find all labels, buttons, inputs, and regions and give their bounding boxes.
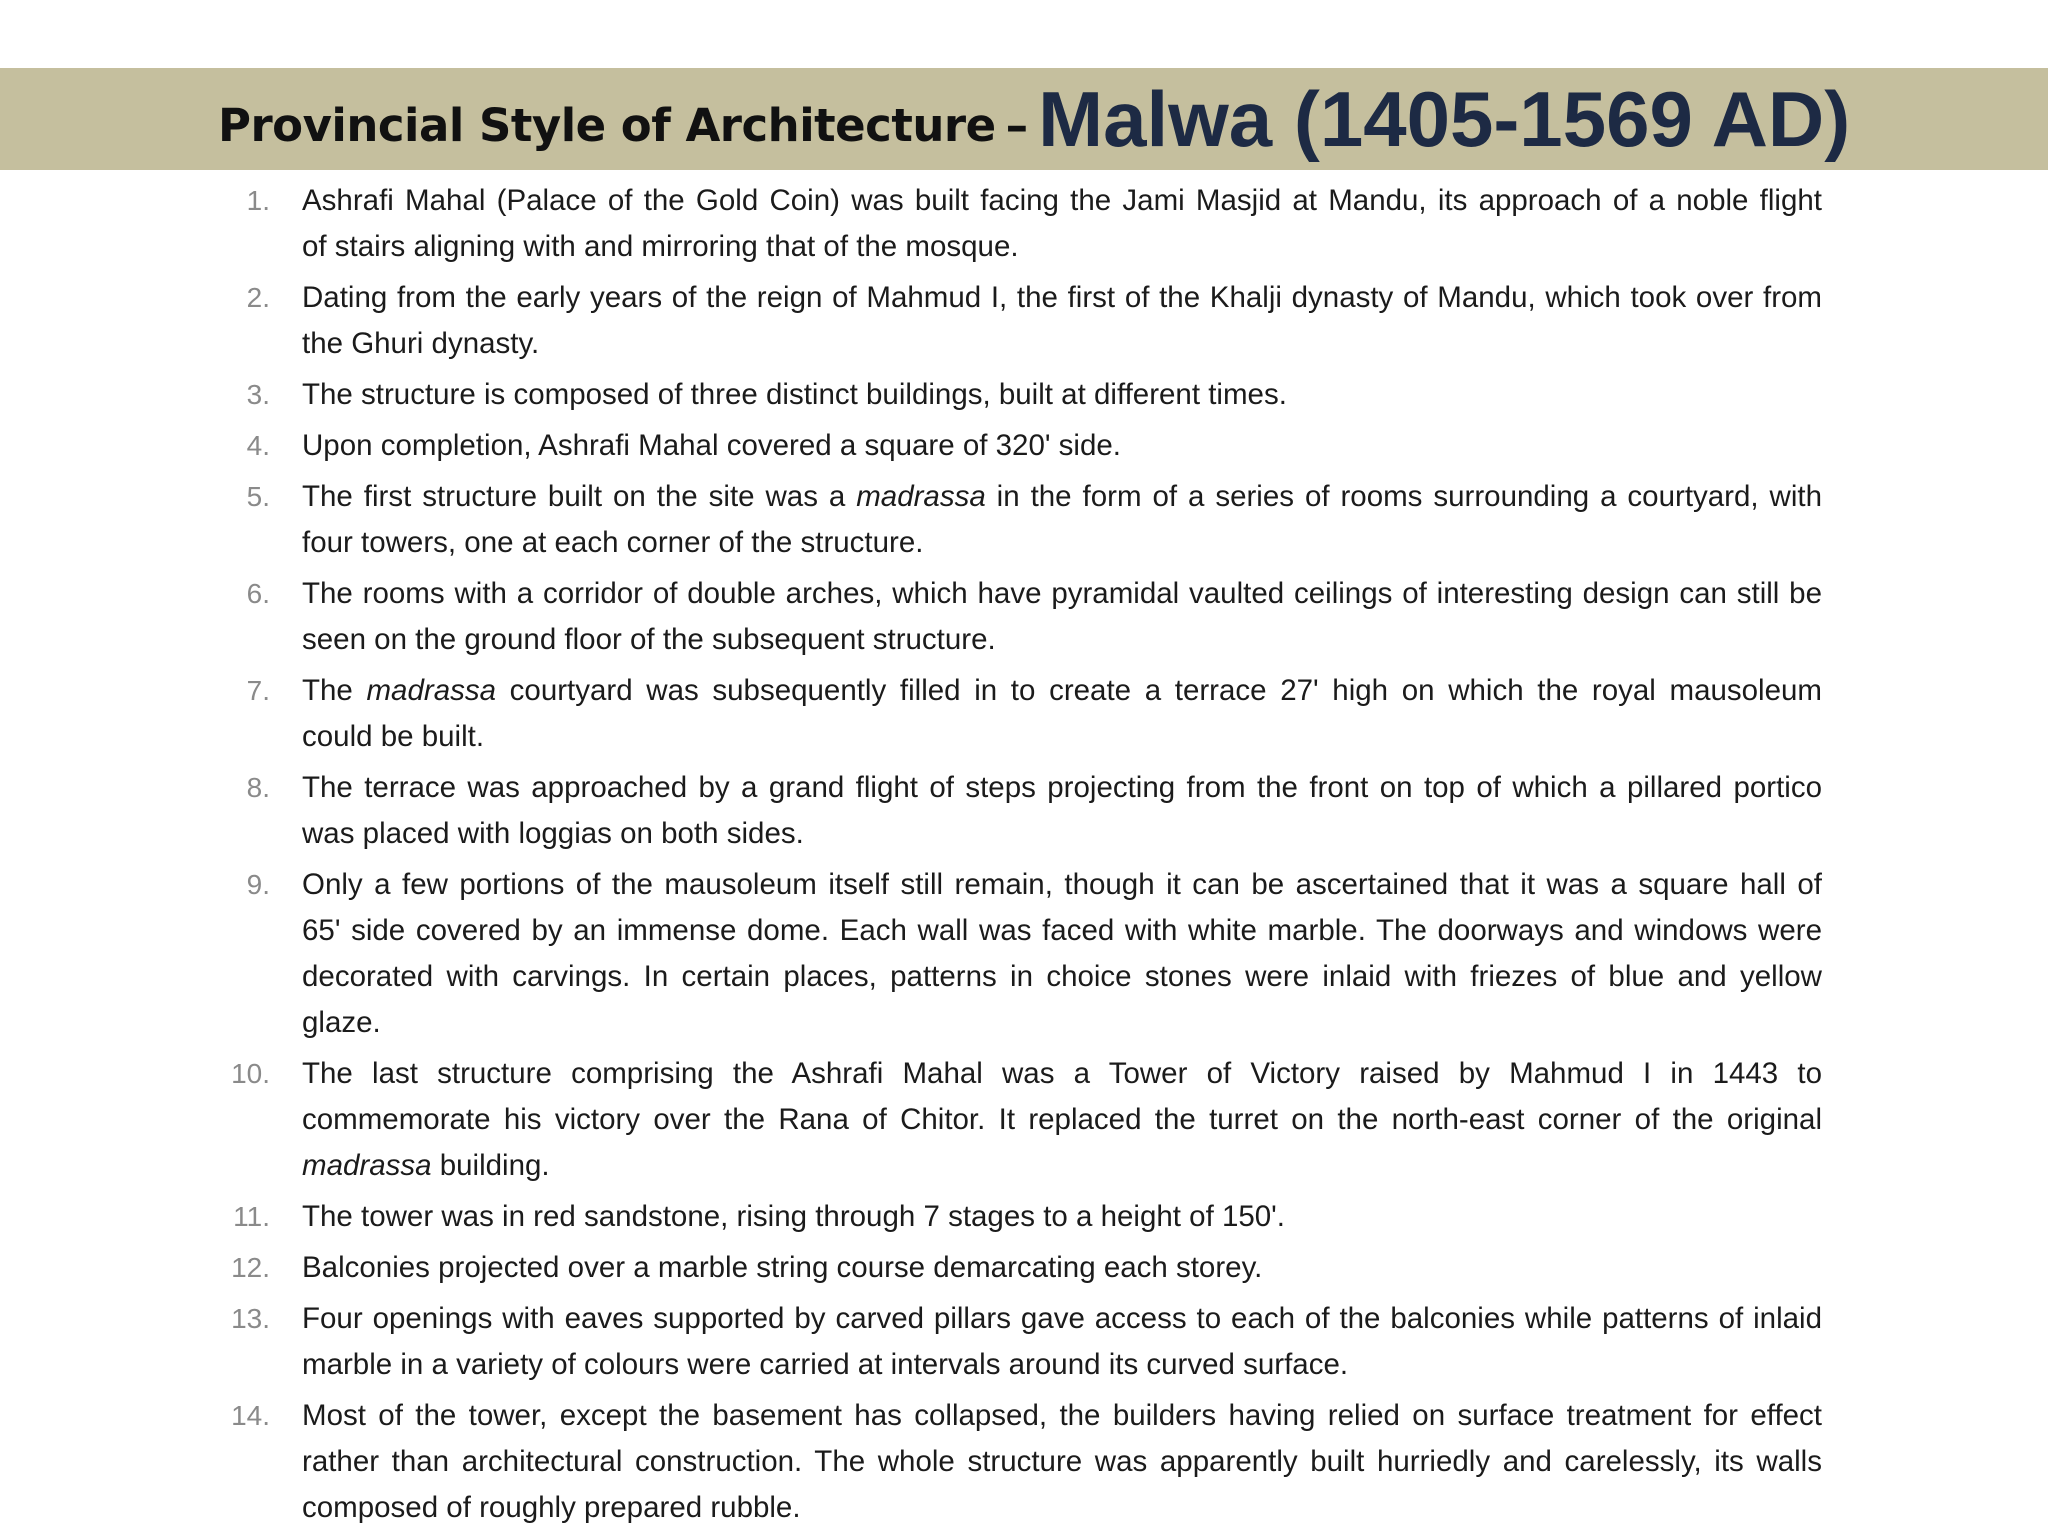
list-item-line: could be built. bbox=[302, 720, 485, 753]
italic-term: madrassa bbox=[856, 480, 986, 513]
list-item bbox=[0, 178, 2048, 275]
list-item-number: 1. bbox=[246, 185, 270, 216]
list-item bbox=[0, 765, 2048, 862]
list-item bbox=[0, 275, 2048, 372]
list-item-number: 4. bbox=[246, 430, 270, 461]
list-item-text bbox=[302, 765, 1822, 857]
list-item-line: decorated with carvings. In certain places, patterns in choice stones were inlaid with friezes of blue and yellow bbox=[302, 960, 1822, 993]
list-item-line: commemorate his victory over the Rana of Chitor. It replaced the turret on the north-east corner of the original bbox=[302, 1103, 1822, 1136]
list-item-text bbox=[302, 275, 1822, 367]
list-item bbox=[0, 1051, 2048, 1194]
list-item-line: Four openings with eaves supported by carved pillars gave access to each of the balconies while patterns of inlaid bbox=[302, 1302, 1822, 1335]
list-item-line: The rooms with a corridor of double arches, which have pyramidal vaulted ceilings of interesting design can still be bbox=[302, 577, 1822, 610]
title-main: Provincial Style of Architecture bbox=[218, 98, 996, 152]
list-item-line: Balconies projected over a marble string course demarcating each storey. bbox=[302, 1251, 1263, 1284]
list-item-number: 11. bbox=[233, 1201, 270, 1232]
list-item-line: of stairs aligning with and mirroring that of the mosque. bbox=[302, 230, 1019, 263]
list-item-number: 10. bbox=[231, 1058, 270, 1089]
list-item-line: Most of the tower, except the basement has collapsed, the builders having relied on surface treatment for effect bbox=[302, 1399, 1822, 1432]
item-gap bbox=[0, 1531, 2048, 1536]
list-item-line: Ashrafi Mahal (Palace of the Gold Coin) was built facing the Jami Masjid at Mandu, its approach of a noble flight bbox=[302, 184, 1822, 217]
list-item-line: four towers, one at each corner of the structure. bbox=[302, 526, 924, 559]
list-item-number: 5. bbox=[246, 481, 270, 512]
list-item bbox=[0, 423, 2048, 474]
list-item bbox=[0, 571, 2048, 668]
list-item-number: 9. bbox=[246, 869, 270, 900]
list-item-text bbox=[302, 862, 1822, 1046]
list-item bbox=[0, 668, 2048, 765]
list-item-line: Dating from the early years of the reign of Mahmud I, the first of the Khalji dynasty of Mandu, which took over from bbox=[302, 281, 1822, 314]
list-item-line: rather than architectural construction. The whole structure was apparently built hurriedly and carelessly, its walls bbox=[302, 1445, 1822, 1478]
list-item-line: seen on the ground floor of the subsequent structure. bbox=[302, 623, 996, 656]
list-item-text bbox=[302, 1245, 1822, 1291]
list-item-line: The madrassa courtyard was subsequently filled in to create a terrace 27' high on which the royal mausoleum bbox=[302, 674, 1822, 707]
list-item-number: 2. bbox=[246, 282, 270, 313]
list-item-text bbox=[302, 372, 1822, 418]
numbered-list bbox=[0, 178, 2048, 1536]
title-separator: – bbox=[1005, 98, 1029, 152]
list-item-line: The structure is composed of three distinct buildings, built at different times. bbox=[302, 378, 1287, 411]
list-item bbox=[0, 862, 2048, 1051]
list-item-line: The last structure comprising the Ashrafi Mahal was a Tower of Victory raised by Mahmud I in 1443 to bbox=[302, 1057, 1822, 1090]
list-item-text bbox=[302, 571, 1822, 663]
slide-title bbox=[218, 68, 1850, 170]
list-item-line: The terrace was approached by a grand flight of steps projecting from the front on top of which a pillared portico bbox=[302, 771, 1822, 804]
list-item bbox=[0, 1245, 2048, 1296]
list-item-line: The first structure built on the site was a madrassa in the form of a series of rooms surrounding a courtyard, with bbox=[302, 480, 1822, 513]
list-item-line: glaze. bbox=[302, 1006, 381, 1039]
list-item-text bbox=[302, 1194, 1822, 1240]
italic-term: madrassa bbox=[366, 674, 497, 707]
list-item-number: 12. bbox=[231, 1252, 270, 1283]
list-item-line: composed of roughly prepared rubble. bbox=[302, 1491, 801, 1524]
list-item-line: marble in a variety of colours were carried at intervals around its curved surface. bbox=[302, 1348, 1349, 1381]
list-item-text bbox=[302, 1051, 1822, 1189]
list-item-number: 13. bbox=[231, 1303, 270, 1334]
list-item-number: 7. bbox=[246, 675, 270, 706]
list-item-text bbox=[302, 423, 1822, 469]
list-item-number: 8. bbox=[246, 772, 270, 803]
list-item-number: 6. bbox=[246, 578, 270, 609]
list-item-line: madrassa building. bbox=[302, 1149, 550, 1182]
list-item-line: The tower was in red sandstone, rising through 7 stages to a height of 150'. bbox=[302, 1200, 1286, 1233]
list-item bbox=[0, 1393, 2048, 1536]
list-item-line: Upon completion, Ashrafi Mahal covered a square of 320' side. bbox=[302, 429, 1121, 462]
italic-term: madrassa bbox=[302, 1149, 432, 1182]
list-item-text bbox=[302, 1393, 1822, 1531]
list-item-number: 3. bbox=[246, 379, 270, 410]
list-item-line: the Ghuri dynasty. bbox=[302, 327, 540, 360]
list-item-line: was placed with loggias on both sides. bbox=[302, 817, 804, 850]
list-item bbox=[0, 372, 2048, 423]
title-subtitle: Malwa (1405-1569 AD) bbox=[1038, 74, 1851, 163]
list-item bbox=[0, 474, 2048, 571]
list-item-text bbox=[302, 1296, 1822, 1388]
list-item-line: 65' side covered by an immense dome. Each wall was faced with white marble. The doorways and windows were bbox=[302, 914, 1822, 947]
list-item-text bbox=[302, 178, 1822, 270]
list-item bbox=[0, 1296, 2048, 1393]
list-item-text bbox=[302, 668, 1822, 760]
list-item bbox=[0, 1194, 2048, 1245]
list-item-line: Only a few portions of the mausoleum itself still remain, though it can be ascertained that it was a square hall of bbox=[302, 868, 1822, 901]
list-item-text bbox=[302, 474, 1822, 566]
list-item-number: 14. bbox=[231, 1400, 270, 1431]
